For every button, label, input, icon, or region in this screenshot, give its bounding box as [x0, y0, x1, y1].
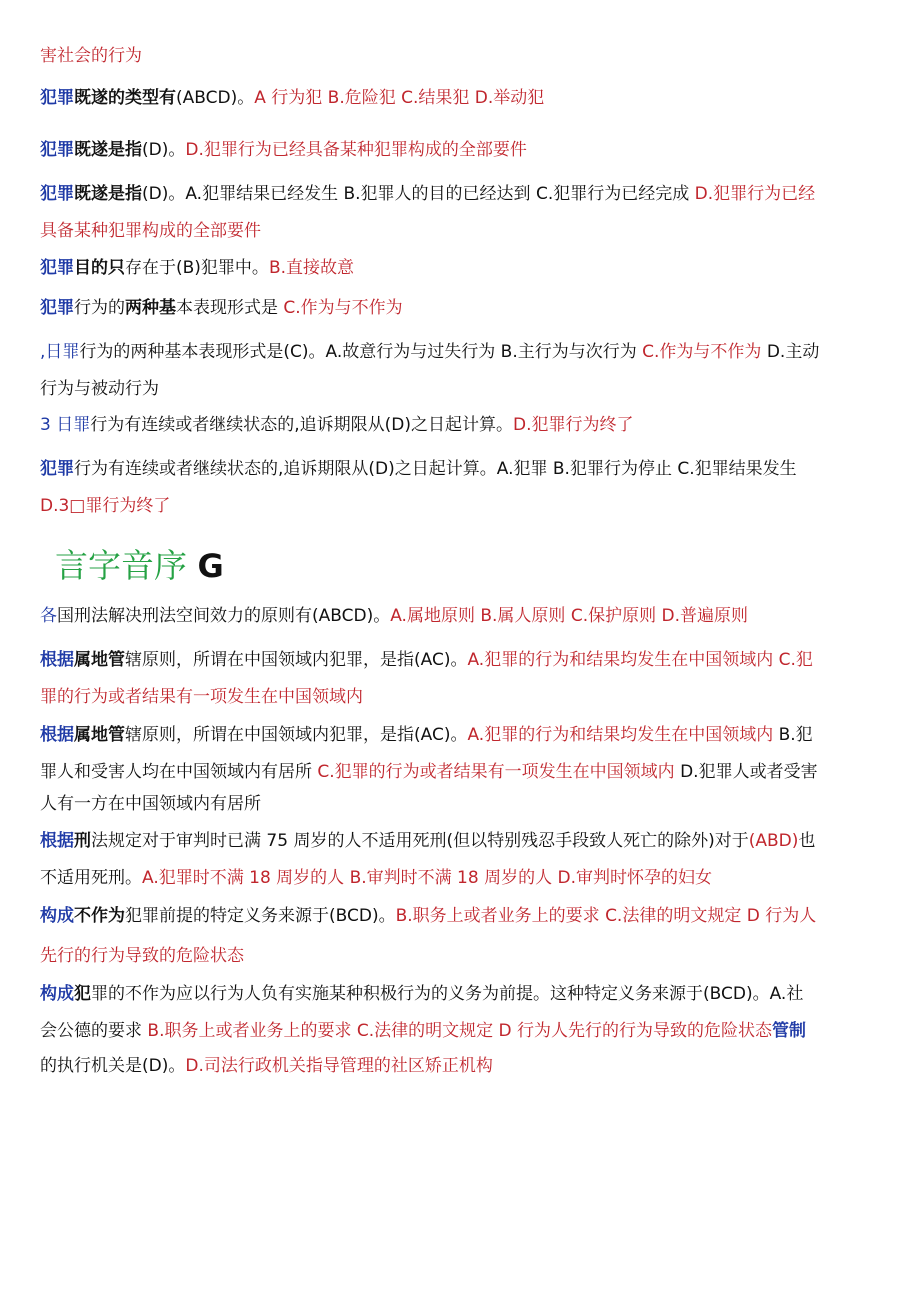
question-text: 罪人和受害人均在中国领域内有居所: [40, 762, 318, 782]
answer-text: A.犯罪的行为和结果均发生在中国领域内 C.犯: [467, 650, 813, 670]
question-text: 的执行机关是(D)。: [40, 1056, 186, 1076]
answer-text: 具备某种犯罪构成的全部要件: [40, 221, 261, 241]
bold-text: 不作为: [74, 906, 125, 926]
question-text: (ABCD)。: [176, 88, 255, 108]
question-text: B.犯: [773, 725, 813, 745]
question-line: [40, 822, 885, 860]
question-text: 会公德的要求: [40, 1021, 148, 1041]
text-line: [40, 678, 885, 716]
question-text: 不适用死刑。: [40, 868, 142, 888]
answer-text: D.犯罪行为终了: [513, 415, 634, 435]
question-text: D.犯罪人或者受害: [674, 762, 818, 782]
text-line: [40, 37, 885, 75]
keyword-text: 犯罪: [40, 258, 74, 278]
question-text: 人有一方在中国领域内有居所: [40, 794, 261, 814]
question-line: [40, 289, 885, 327]
keyword-text: 根据: [40, 831, 74, 851]
keyword-text: 各: [40, 606, 57, 626]
answer-text: D.3□罪行为终了: [40, 496, 171, 516]
question-text: (D)。A.犯罪结果已经发生 B.犯罪人的目的已经达到 C.犯罪行为已经完成: [142, 184, 695, 204]
keyword-text: 管制: [772, 1021, 807, 1041]
answer-text: B.职务上或者业务上的要求 C.法律的明文规定 D 行为人: [395, 906, 817, 926]
heading-letter: G: [197, 547, 224, 585]
question-line: [40, 249, 885, 287]
bold-text: 刑: [74, 831, 91, 851]
question-line: [40, 333, 885, 371]
question-text: 行为与被动行为: [40, 379, 159, 399]
question-text: 行为的: [74, 298, 125, 318]
bold-text: 目的只: [74, 258, 125, 278]
keyword-text: 根据: [40, 725, 74, 745]
keyword-text: ,日罪: [40, 342, 80, 362]
question-line: [40, 450, 885, 488]
answer-text: A.犯罪的行为和结果均发生在中国领域内: [467, 725, 774, 745]
text-line: [40, 937, 885, 975]
text-line: [40, 487, 885, 525]
question-text: 存在于(B)犯罪中。: [125, 258, 269, 278]
answer-text: D.犯罪行为已经: [694, 184, 816, 204]
question-text: (D)。: [142, 140, 186, 160]
bold-text: 犯: [74, 984, 91, 1004]
answer-text: B.职务上或者业务上的要求 C.法律的明文规定 D 行为人先行的行为导致的危险状态: [147, 1021, 773, 1041]
keyword-text: 构成: [40, 984, 74, 1004]
heading-title: 言字音序: [55, 546, 198, 585]
question-text: 辖原则，所谓在中国领域内犯罪，是指(AC)。: [125, 650, 468, 670]
keyword-text: 构成: [40, 906, 74, 926]
section-heading: [55, 541, 224, 591]
bold-text: 属地管: [74, 650, 125, 670]
keyword-text: 犯罪: [40, 298, 74, 318]
question-text: 罪的不作为应以行为人负有实施某种积极行为的义务为前提。这种特定义务来源于(BCD)。A.社: [91, 984, 804, 1004]
answer-text: C.作为与不作为: [642, 342, 762, 362]
answer-text: B.直接故意: [268, 258, 355, 278]
question-text: 法规定对于审判时已满 75 周岁的人不适用死刑(但以特别残忍手段致人死亡的除外)对于: [91, 831, 749, 851]
answer-text: C.作为与不作为: [283, 298, 403, 318]
question-text: 国刑法解决刑法空间效力的原则有(ABCD)。: [57, 606, 391, 626]
bold-text: 属地管: [74, 725, 125, 745]
keyword-text: 3 日罪: [40, 415, 91, 435]
answer-text: 罪的行为或者结果有一项发生在中国领域内: [40, 687, 363, 707]
answer-text: (ABD): [748, 831, 799, 851]
answer-text: 害社会的行为: [40, 46, 142, 66]
keyword-text: 犯罪: [40, 88, 74, 108]
answer-text: D.司法行政机关指导管理的社区矫正机构: [185, 1056, 493, 1076]
question-line: [40, 641, 885, 679]
question-text: D.主动: [761, 342, 820, 362]
text-line: [40, 859, 885, 897]
answer-text: A.犯罪时不满 18 周岁的人 B.审判时不满 18 周岁的人 D.审判时怀孕的妇女: [142, 868, 712, 888]
bold-text: 两种基: [125, 298, 176, 318]
question-line: [40, 975, 885, 1013]
question-text: 行为有连续或者继续状态的,追诉期限从(D)之日起计算。: [90, 415, 513, 435]
keyword-text: 犯罪: [40, 140, 74, 160]
question-text: 行为有连续或者继续状态的,追诉期限从(D)之日起计算。A.犯罪 B.犯罪行为停止 C.犯罪结果发生: [74, 459, 797, 479]
bold-text: 既遂是指: [74, 184, 142, 204]
keyword-text: 犯罪: [40, 459, 74, 479]
text-line: [40, 370, 885, 408]
question-line: [40, 716, 885, 754]
question-line: [40, 406, 885, 444]
question-line: [40, 897, 885, 935]
question-line: [40, 79, 885, 117]
text-line: [40, 1047, 885, 1085]
answer-text: 先行的行为导致的危险状态: [40, 946, 244, 966]
text-line: [40, 785, 885, 823]
answer-text: C.犯罪的行为或者结果有一项发生在中国领域内: [317, 762, 675, 782]
question-text: 辖原则，所谓在中国领域内犯罪，是指(AC)。: [125, 725, 468, 745]
question-text: 也: [798, 831, 816, 851]
answer-text: A 行为犯 B.危险犯 C.结果犯 D.举动犯: [254, 88, 545, 108]
question-text: 犯罪前提的特定义务来源于(BCD)。: [125, 906, 396, 926]
question-text: 行为的两种基本表现形式是(C)。A.故意行为与过失行为 B.主行为与次行为: [79, 342, 643, 362]
text-line: [40, 212, 885, 250]
question-line: [40, 131, 885, 169]
bold-text: 既遂的类型有: [74, 88, 176, 108]
bold-text: 既遂是指: [74, 140, 142, 160]
keyword-text: 犯罪: [40, 184, 74, 204]
answer-text: A.属地原则 B.属人原则 C.保护原则 D.普遍原则: [390, 606, 748, 626]
keyword-text: 根据: [40, 650, 74, 670]
answer-text: D.犯罪行为已经具备某种犯罪构成的全部要件: [185, 140, 527, 160]
question-line: [40, 597, 885, 635]
text-line: [40, 1012, 885, 1050]
question-text: 本表现形式是: [176, 298, 284, 318]
question-line: [40, 175, 885, 213]
